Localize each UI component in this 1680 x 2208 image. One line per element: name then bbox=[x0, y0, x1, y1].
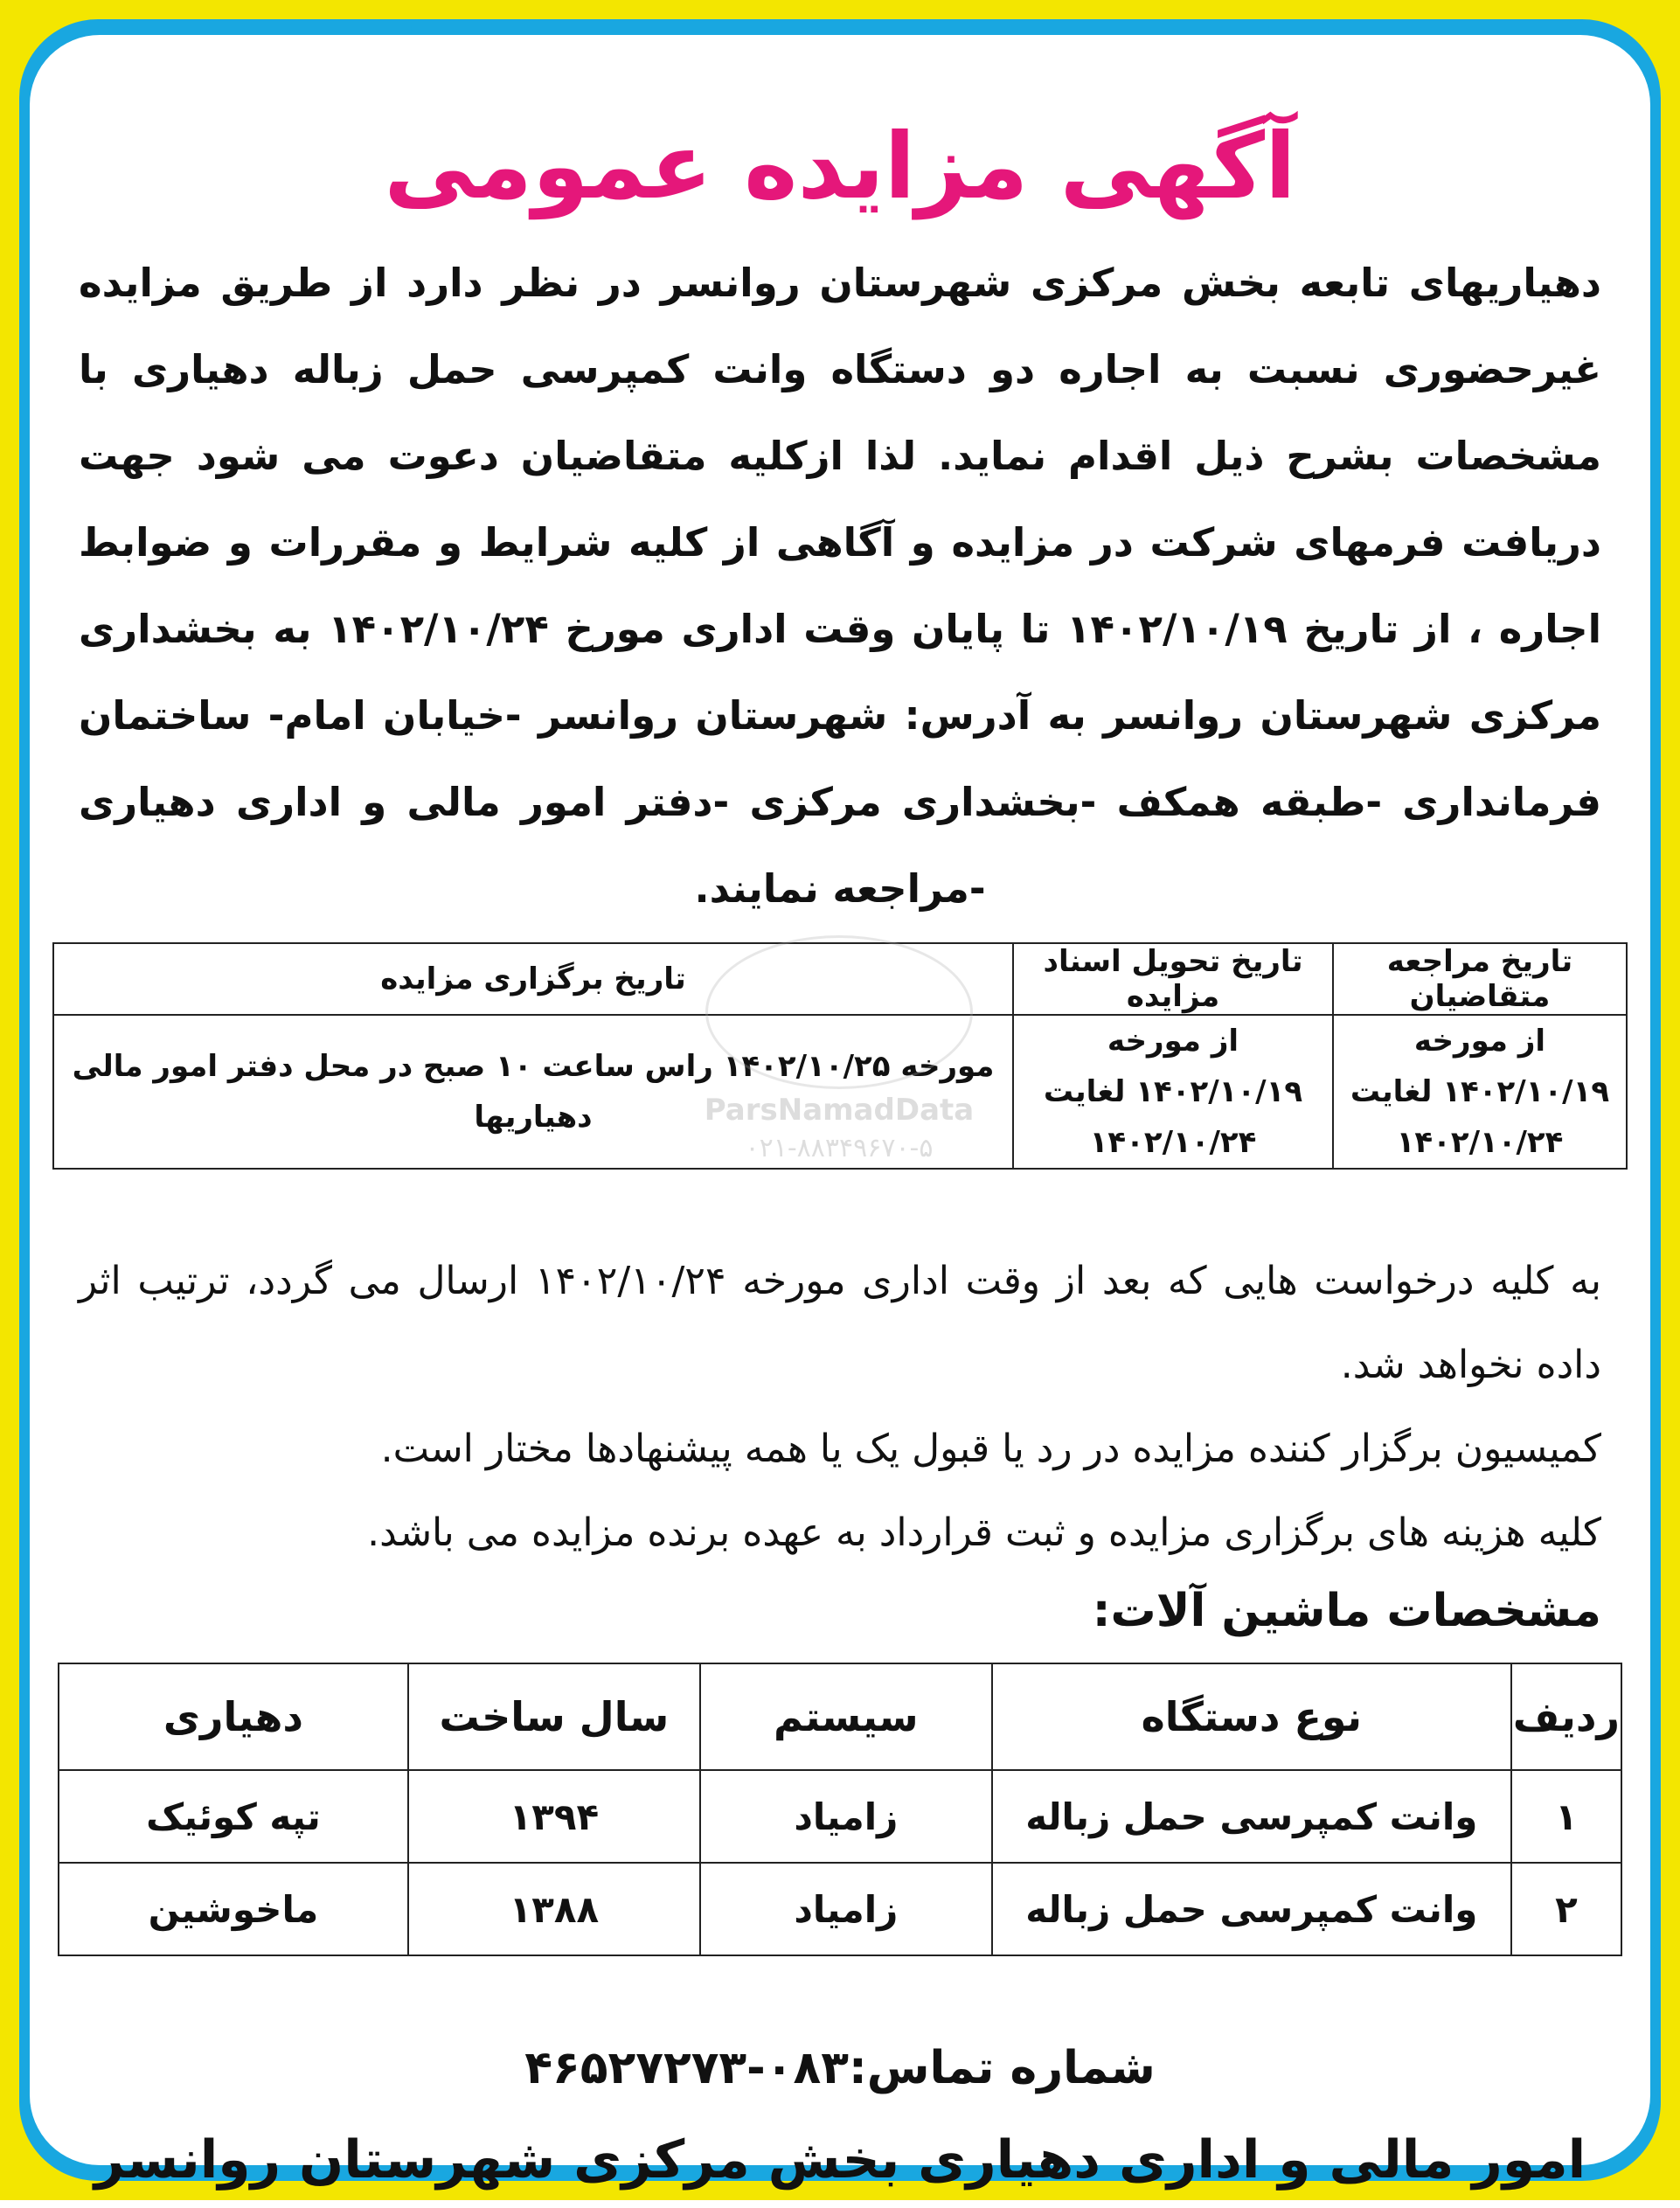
machine-system: زامیاد bbox=[700, 1770, 992, 1863]
dates-cell-delivery: از مورخه ۱۴۰۲/۱۰/۱۹ لغایت ۱۴۰۲/۱۰/۲۴ bbox=[1013, 1015, 1333, 1169]
notice-intro-paragraph: دهیاریهای تابعه بخش مرکزی شهرستان روانسر در نظر دارد از طریق مزایده غیرحضوری نسبت به اجاره دو دستگاه وانت کمپرسی حمل زباله دهیاری با مشخصات بشرح ذیل اقدام نماید. لذا ازکلیه متقاضیان دعوت می شود جهت دریافت فرمهای شرکت در مزایده و آگاهی از کلیه شرایط و مقررات و ضوابط اجاره ، از تاریخ ۱۴۰۲/۱۰/۱۹ تا پایان وقت اداری مورخ ۱۴۰۲/۱۰/۲۴ به بخشداری مرکزی شهرستان روانسر به آدرس: شهرستان روانسر -خیابان امام- ساختمان فرمانداری -طبقه همکف -بخشداری مرکزی -دفتر امور مالی و اداری دهیاری -مراجعه نمایند. bbox=[79, 260, 1601, 912]
machine-village: ماخوشین bbox=[59, 1863, 408, 1955]
issuer-signature: امور مالی و اداری دهیاری بخش مرکزی شهرستان روانسر bbox=[94, 2129, 1586, 2191]
machines-heading: مشخصات ماشین آلات: bbox=[1092, 1585, 1601, 1637]
dates-header-applicants: تاریخ مراجعه متقاضیان bbox=[1333, 943, 1627, 1015]
machine-row-number: ۲ bbox=[1511, 1863, 1621, 1955]
machine-device-type: وانت کمپرسی حمل زباله bbox=[992, 1863, 1511, 1955]
note-costs: کلیه هزینه های برگزاری مزایده و ثبت قرارداد به عهده برنده مزایده می باشد. bbox=[367, 1510, 1601, 1555]
machines-header-village: دهیاری bbox=[59, 1663, 408, 1770]
watermark-phone: ۰۲۱-۸۸۳۴۹۶۷۰-۵ bbox=[745, 1133, 934, 1163]
machines-header-row-number: ردیف bbox=[1511, 1663, 1621, 1770]
machines-table bbox=[58, 1663, 1622, 1956]
notice-title: آگهی مزایده عمومی bbox=[384, 113, 1296, 219]
table-row bbox=[59, 1863, 1621, 1955]
machines-header-system: سیستم bbox=[700, 1663, 992, 1770]
notes-section bbox=[79, 1239, 1601, 1575]
note-commission: کمیسیون برگزار کننده مزایده در رد یا قبول یک یا همه پیشنهادها مختار است. bbox=[380, 1427, 1601, 1471]
machines-header-device-type: نوع دستگاه bbox=[992, 1663, 1511, 1770]
dates-cell-auction: مورخه ۱۴۰۲/۱۰/۲۵ راس ساعت ۱۰ صبح در محل دفتر امور مالی دهیاریها bbox=[53, 1015, 1013, 1169]
machines-header-year: سال ساخت bbox=[408, 1663, 700, 1770]
machine-village: تپه کوئیک bbox=[59, 1770, 408, 1863]
machine-device-type: وانت کمپرسی حمل زباله bbox=[992, 1770, 1511, 1863]
dates-header-auction: تاریخ برگزاری مزایده bbox=[53, 943, 1013, 1015]
watermark-logo-icon bbox=[705, 935, 973, 1089]
watermark-stamp bbox=[673, 935, 1005, 1224]
dates-header-delivery: تاریخ تحویل اسناد مزایده bbox=[1013, 943, 1333, 1015]
watermark-name: ParsNamadData bbox=[704, 1093, 975, 1128]
note-late-requests: به کلیه درخواست هایی که بعد از وقت اداری مورخه ۱۴۰۲/۱۰/۲۴ ارسال می گردد، ترتیب اثر داده نخواهد شد. bbox=[79, 1259, 1601, 1387]
dates-cell-applicants: از مورخه ۱۴۰۲/۱۰/۱۹ لغایت ۱۴۰۲/۱۰/۲۴ bbox=[1333, 1015, 1627, 1169]
contact-phone: شماره تماس:۰۸۳-۴۶۵۲۷۲۷۳ bbox=[524, 2042, 1156, 2094]
machine-row-number: ۱ bbox=[1511, 1770, 1621, 1863]
machine-system: زامیاد bbox=[700, 1863, 992, 1955]
machine-year: ۱۳۸۸ bbox=[408, 1863, 700, 1955]
table-row bbox=[59, 1770, 1621, 1863]
machines-header-row bbox=[59, 1663, 1621, 1770]
machine-year: ۱۳۹۴ bbox=[408, 1770, 700, 1863]
